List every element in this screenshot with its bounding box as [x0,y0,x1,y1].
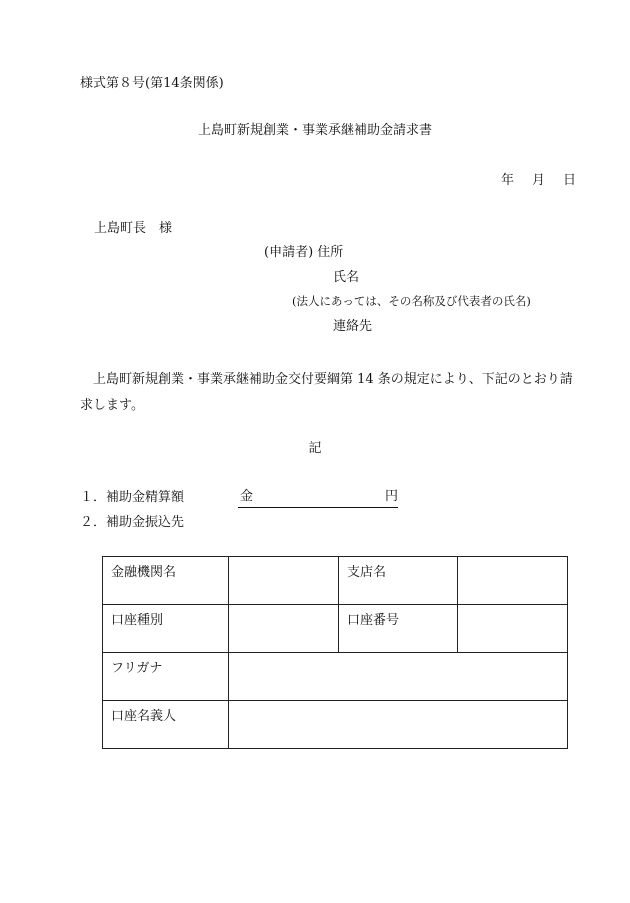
form-number: 様式第８号(第14条関係) [80,76,224,91]
applicant-name-label: 氏名 [333,270,360,285]
ki-heading: 記 [308,441,322,456]
body-text: 上島町新規創業・事業承継補助金交付要綱第 14 条の規定により、下記のとおり請求します。 [80,372,573,413]
table-row [103,605,568,653]
item-1-label: １．補助金精算額 [80,490,185,505]
table-row [103,653,568,701]
bank-account-table [102,556,568,749]
account-holder-field[interactable] [229,701,568,749]
account-number-label: 口座番号 [339,605,458,653]
account-type-field[interactable] [229,605,339,653]
date-line [501,174,576,187]
item-2-label: ２．補助金振込先 [80,515,185,530]
branch-label: 支店名 [339,557,458,605]
item-1-amount-field[interactable] [238,489,398,508]
table-row [103,701,568,749]
date-year: 年 [501,173,515,188]
bank-name-field[interactable] [229,557,339,605]
date-month: 月 [532,173,546,188]
furigana-label: フリガナ [103,653,229,701]
furigana-field[interactable] [229,653,568,701]
applicant-name-note: (法人にあっては、その名称及び代表者の氏名) [292,294,531,308]
applicant-address-label: (申請者) 住所 [264,245,344,260]
applicant-contact-label: 連絡先 [333,319,373,334]
account-type-label: 口座種別 [103,605,229,653]
table-row [103,557,568,605]
date-day: 日 [563,173,577,188]
account-number-field[interactable] [458,605,568,653]
bank-name-label: 金融機関名 [103,557,229,605]
account-holder-label: 口座名義人 [103,701,229,749]
document-title: 上島町新規創業・事業承継補助金請求書 [197,123,432,138]
branch-field[interactable] [458,557,568,605]
amount-suffix: 円 [384,489,398,504]
amount-prefix: 金 [240,489,254,504]
addressee: 上島町長 様 [94,221,173,236]
